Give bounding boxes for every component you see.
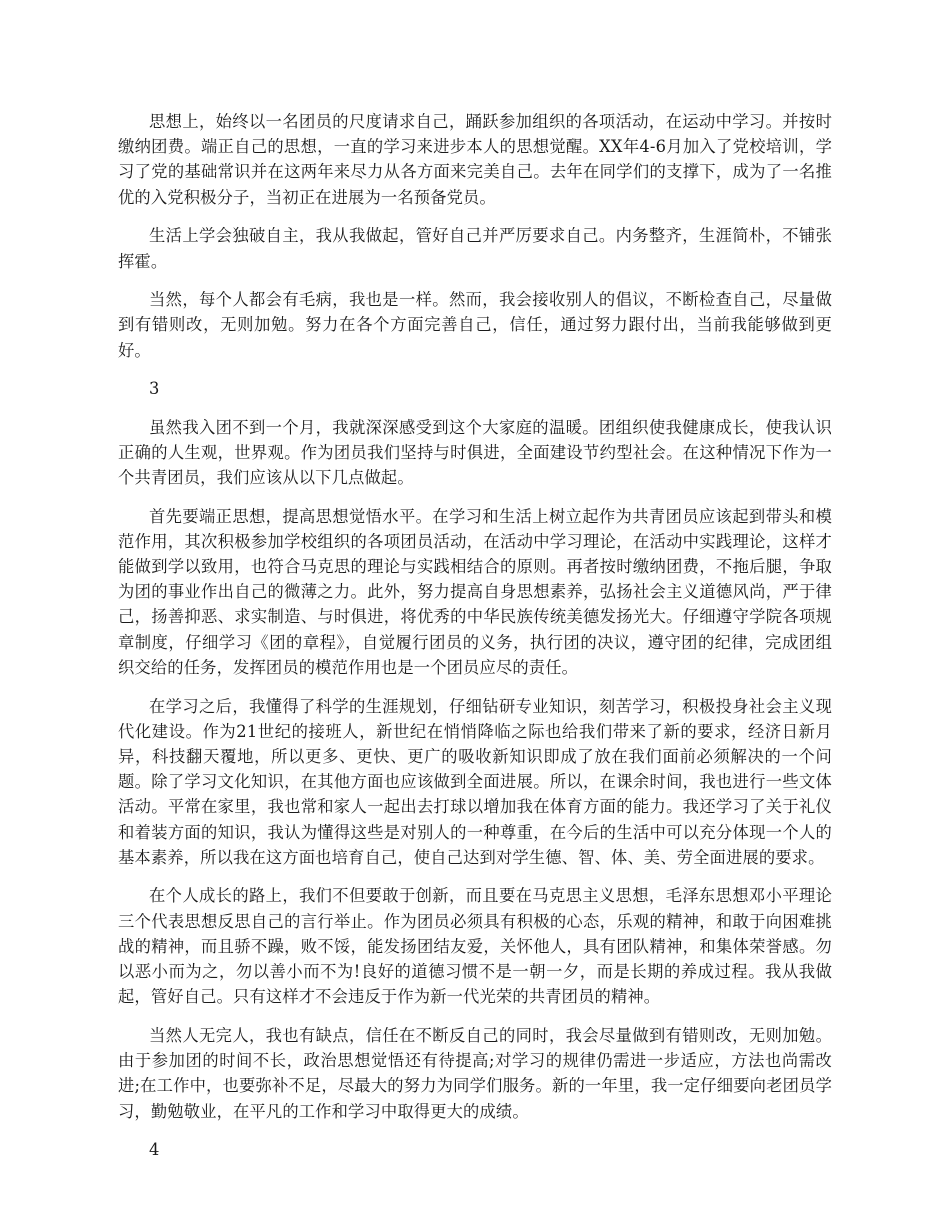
paragraph-growth: 在个人成长的路上，我们不但要敢于创新，而且要在马克思主义思想，毛泽东思想邓小平理论三个代表思想反思自己的言行举止。作为团员必须具有积极的心态，乐观的精神，和敢于向困难挑战的精神，而且骄不躁，败不馁，能发扬团结友爱，关怀他人，具有团队精神，和集体荣誉感。勿以恶小而为之，勿以善小而不为!良好的道德习惯不是一朝一夕，而是长期的养成过程。我从我做起，管好自己。只有这样才不会违反于作为新一代光荣的共青团员的精神。 (118, 886, 832, 1007)
paragraph-study: 在学习之后，我懂得了科学的生涯规划，仔细钻研专业知识，刻苦学习，积极投身社会主义现代化建设。作为21世纪的接班人，新世纪在悄悄降临之际也给我们带来了新的要求，经济日新月异，科技翻天覆地，所以更多、更快、更广的吸收新知识即成了放在我们面前必须解决的一个问题。除了学习文化知识，在其他方面也应该做到全面进展。所以，在课余时间，我也进行一些文体活动。平常在家里，我也常和家人一起出去打球以增加我在体育方面的能力。我还学习了关于礼仪和着装方面的知识，我认为懂得这些是对别人的一种尊重，在今后的生活中可以充分体现一个人的基本素养，所以我在这方面也培育自己，使自己达到对学生德、智、体、美、劳全面进展的要求。 (118, 696, 832, 867)
paragraph-conclusion: 当然人无完人，我也有缺点，信任在不断反自己的同时，我会尽量做到有错则改，无则加勉。由于参加团的时间不长，政治思想觉悟还有待提高;对学习的规律仍需进一步适应，方法也尚需改进;在工作中，也要弥补不足，尽最大的努力为同学们服务。新的一年里，我一定仔细要向老团员学习，勤勉敬业，在平凡的工作和学习中取得更大的成绩。 (118, 1026, 832, 1121)
section-number-3: 3 (149, 379, 160, 399)
document-body (118, 109, 832, 1176)
paragraph-thinking: 首先要端正思想，提高思想觉悟水平。在学习和生活上树立起作为共青团员应该起到带头和模范作用，其次积极参加学校组织的各项团员活动，在活动中学习理论，在活动中实践理论，这样才能做到学以致用，也符合马克思的理论与实践相结合的原则。再者按时缴纳团费，不拖后腿，争取为团的事业作出自己的微薄之力。此外，努力提高自身思想素养，弘扬社会主义道德风尚，严于律己，扬善抑恶、求实制造、与时俱进，将优秀的中华民族传统美德发扬光大。仔细遵守学院各项规章制度，仔细学习《团的章程》，自觉履行团员的义务，执行团的决议，遵守团的纪律，完成团组织交给的任务，发挥团员的模范作用也是一个团员应尽的责任。 (118, 506, 832, 677)
paragraph-joining: 虽然我入团不到一个月，我就深深感受到这个大家庭的温暖。团组织使我健康成长，使我认识正确的人生观，世界观。作为团员我们坚持与时俱进，全面建设节约型社会。在这种情况下作为一个共青团员，我们应该从以下几点做起。 (118, 417, 832, 487)
paragraph-life: 生活上学会独破自主，我从我做起，管好自己并严厉要求自己。内务整齐，生涯简朴，不铺张挥霍。 (118, 226, 832, 271)
section-number-4: 4 (149, 1140, 160, 1160)
paragraph-ideology: 思想上，始终以一名团员的尺度请求自己，踊跃参加组织的各项活动，在运动中学习。并按时缴纳团费。端正自己的思想，一直的学习来进步本人的思想觉醒。XX年4-6月加入了党校培训，学习了党的基础常识并在这两年来尽力从各方面来完美自己。去年在同学们的支撑下，成为了一名推优的入党积极分子，当初正在进展为一名预备党员。 (118, 112, 832, 207)
paragraph-shortcomings: 当然，每个人都会有毛病，我也是一样。然而，我会接收别人的倡议，不断检查自己，尽量做到有错则改，无则加勉。努力在各个方面完善自己，信任，通过努力跟付出，当前我能够做到更好。 (118, 290, 832, 360)
